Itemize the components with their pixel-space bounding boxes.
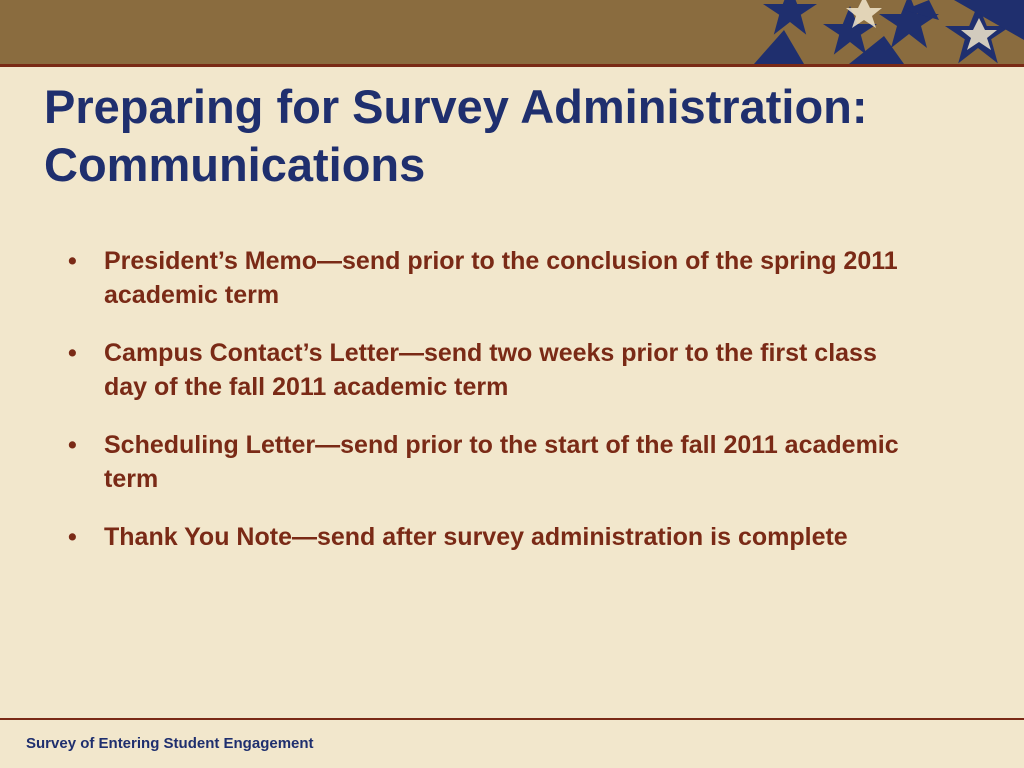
bullet-dot-icon: •: [68, 431, 77, 459]
bullet-dot-icon: •: [68, 247, 77, 275]
slide-title-line2: Communications: [44, 138, 426, 191]
bullet-item-scheduling-letter: [60, 428, 920, 496]
bullet-dot-icon: •: [68, 339, 77, 367]
header-divider: [0, 64, 1024, 67]
bullet-item-thank-you-note: [60, 520, 920, 554]
bullet-dot-icon: •: [68, 523, 77, 551]
bullet-text: Thank You Note—send after survey administration is complete: [104, 523, 848, 551]
bullet-text: Campus Contact’s Letter—send two weeks prior to the first class day of the fall 2011 academic term: [104, 339, 877, 401]
bullet-item-presidents-memo: [60, 244, 920, 312]
bullet-text: President’s Memo—send prior to the conclusion of the spring 2011 academic term: [104, 247, 898, 309]
bullet-text: Scheduling Letter—send prior to the start of the fall 2011 academic term: [104, 431, 899, 493]
slide-title-line1: Preparing for Survey Administration:: [44, 80, 868, 133]
slide-title: [44, 78, 984, 194]
bullet-item-campus-contact-letter: [60, 336, 920, 404]
stars-cluster-icon: [754, 0, 1024, 64]
bullet-list: [60, 244, 920, 578]
footer-divider: [0, 718, 1024, 720]
footer-text: Survey of Entering Student Engagement: [26, 735, 314, 752]
